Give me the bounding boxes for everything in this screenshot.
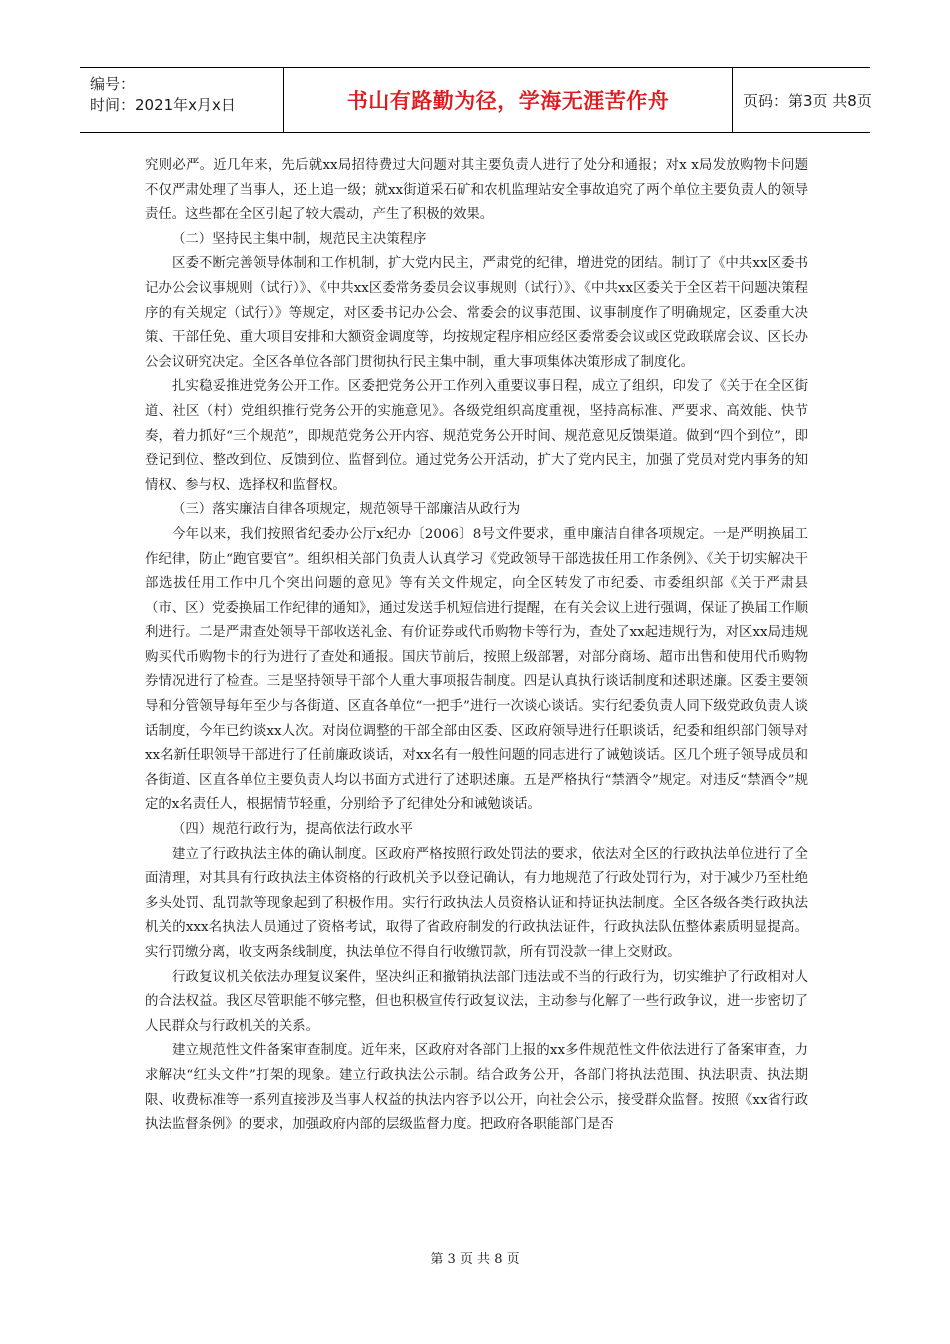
document-number: 编号： — [90, 75, 136, 93]
page-header — [80, 67, 870, 133]
header-page-info: 页码：第3页 共8页 — [743, 91, 872, 110]
paragraph: 究则必严。近几年来，先后就xx局招待费过大问题对其主要负责人进行了处分和通报；对x x局发放购物卡问题不仅严肃处理了当事人，还上追一级；就xx街道采石矿和农机监理站安全事故追究了两个单位主要负责人的领导责任。这些都在全区引起了较大震动，产生了积极的效果。 — [145, 158, 808, 223]
document-body — [145, 154, 808, 1138]
header-motto: 书山有路勤为径，学海无涯苦作舟 — [284, 68, 733, 132]
header-meta — [80, 68, 284, 132]
section-heading: （三）落实廉洁自律各项规定，规范领导干部廉洁从政行为 — [172, 502, 521, 518]
document-date: 时间：2021年x月x日 — [90, 96, 236, 114]
section-heading: （四）规范行政行为，提高依法行政水平 — [172, 822, 414, 838]
paragraph: 建立规范性文件备案审查制度。近年来，区政府对各部门上报的xx多件规范性文件依法进行了备案审查，力求解决“红头文件”打架的现象。建立行政执法公示制。结合政务公开，各部门将执法范围、执法职责、执法期限、收费标准等一系列直接涉及当事人权益的执法内容予以公开，向社会公示，接受群众监督。按照《xx省行政执法监督条例》的要求，加强政府内部的层级监督力度。把政府各职能部门是否 — [145, 1043, 808, 1133]
page-footer: 第 3 页 共 8 页 — [430, 1252, 520, 1267]
section-heading: （二）坚持民主集中制，规范民主决策程序 — [172, 231, 427, 247]
paragraph: 行政复议机关依法办理复议案件，坚决纠正和撤销执法部门违法或不当的行政行为，切实维护了行政相对人的合法权益。我区尽管职能不够完整，但也积极宣传行政复议法，主动参与化解了一些行政争议，进一步密切了人民群众与行政机关的关系。 — [145, 969, 808, 1034]
paragraph: 建立了行政执法主体的确认制度。区政府严格按照行政处罚法的要求，依法对全区的行政执法单位进行了全面清理，对其具有行政执法主体资格的行政机关予以登记确认，有力地规范了行政处罚行为，对于减少乃至杜绝多头处罚、乱罚款等现象起到了积极作用。实行行政执法人员资格认证和持证执法制度。全区各级各类行政执法机关的xxx名执法人员通过了资格考试，取得了省政府制发的行政执法证件，行政执法队伍整体素质明显提高。实行罚缴分离，收支两条线制度，执法单位不得自行收缴罚款，所有罚没款一律上交财政。 — [145, 846, 808, 960]
paragraph: 今年以来，我们按照省纪委办公厅x纪办〔2006〕8号文件要求，重申廉洁自律各项规定。一是严明换届工作纪律，防止“跑官要官”。组织相关部门负责人认真学习《党政领导干部选拔任用工作条例》、《关于切实解决干部选拔任用工作中几个突出问题的意见》等有关文件规定，向全区转发了市纪委、市委组织部《关于严肃县（市、区）党委换届工作纪律的通知》，通过发送手机短信进行提醒，在有关会议上进行强调，保证了换届工作顺利进行。二是严肃查处领导干部收送礼金、有价证券或代币购物卡等行为，查处了xx起违规行为，对区xx局违规购买代币购物卡的行为进行了查处和通报。国庆节前后，按照上级部署，对部分商场、超市出售和使用代币购物券情况进行了检查。三是坚持领导干部个人重大事项报告制度。四是认真执行谈话制度和述职述廉。区委主要领导和分管领导每年至少与各街道、区直各单位“一把手”进行一次谈心谈话。实行纪委负责人同下级党政负责人谈话制度，今年已约谈xx人次。对岗位调整的干部全部由区委、区政府领导进行任职谈话，纪委和组织部门领导对xx名新任职领导干部进行了任前廉政谈话，对xx名有一般性问题的同志进行了诫勉谈话。区几个班子领导成员和各街道、区直各单位主要负责人均以书面方式进行了述职述廉。五是严格执行“禁酒令”规定。对违反“禁酒令”规定的x名责任人，根据情节轻重，分别给予了纪律处分和诫勉谈话。 — [145, 526, 808, 813]
paragraph: 区委不断完善领导体制和工作机制，扩大党内民主，严肃党的纪律，增进党的团结。制订了《中共xx区委书记办公会议事规则（试行）》、《中共xx区委常务委员会议事规则（试行）》、《中共xx区委关于全区若干问题决策程序的有关规定（试行）》等规定，对区委书记办公会、常委会的议事范围、议事制度作了明确规定，区委重大决策、干部任免、重大项目安排和大额资金调度等，均按规定程序相应经区委常委会议或区党政联席会议、区长办公会议研究决定。全区各单位各部门贯彻执行民主集中制，重大事项集体决策形成了制度化。 — [145, 256, 808, 370]
paragraph: 扎实稳妥推进党务公开工作。区委把党务公开工作列入重要议事日程，成立了组织，印发了《关于在全区街道、社区（村）党组织推行党务公开的实施意见》。各级党组织高度重视，坚持高标准、严要求、高效能、快节奏，着力抓好“三个规范”，即规范党务公开内容、规范党务公开时间、规范意见反馈渠道。做到“四个到位”，即登记到位、整改到位、反馈到位、监督到位。通过党务公开活动，扩大了党内民主，加强了党员对党内事务的知情权、参与权、选择权和监督权。 — [145, 379, 808, 493]
